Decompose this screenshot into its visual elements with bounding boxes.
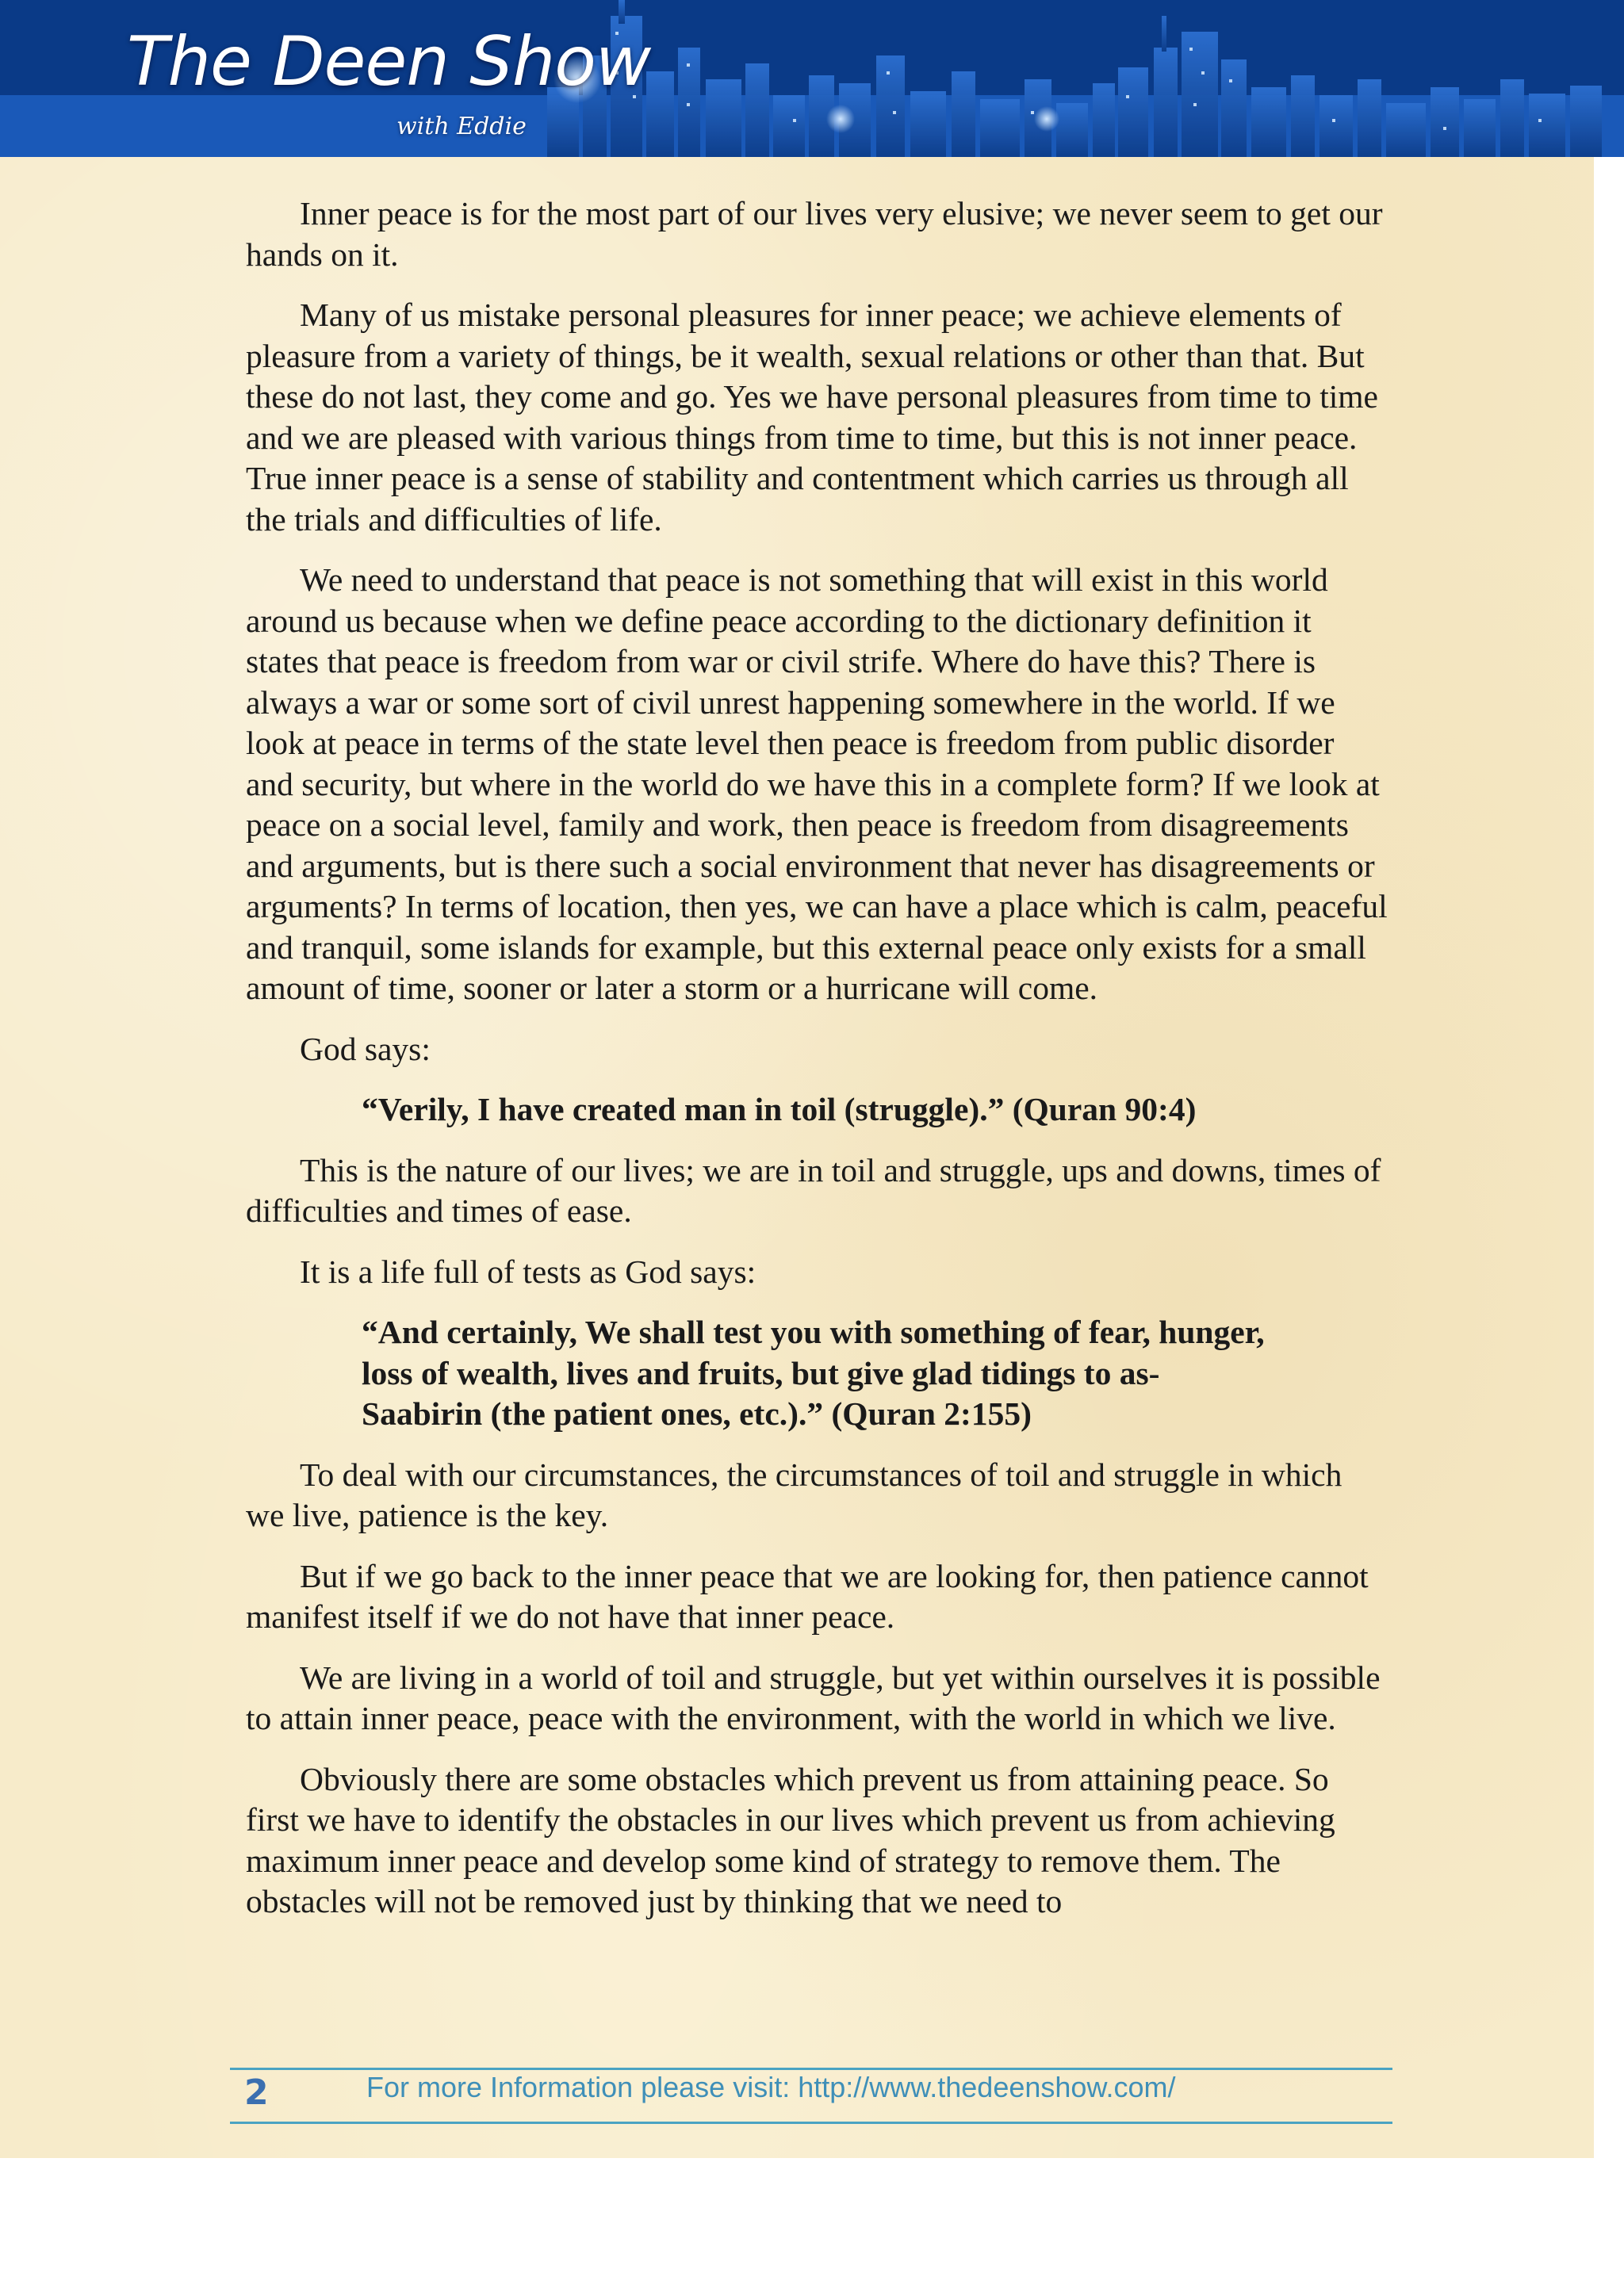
article-body [246,193,1388,1942]
paragraph: God says: [300,1030,431,1067]
footer-divider-top [230,2068,1392,2070]
paragraph: We are living in a world of toil and struggle, but yet within ourselves it is possible to attain inner peace, peace with the environment, with the world in which we live. [246,1659,1381,1736]
footer-divider-bottom [230,2122,1392,2124]
logo-title: The Deen Show [127,22,651,101]
paragraph: To deal with our circumstances, the circumstances of toil and struggle in which we live, patience is the key. [246,1456,1342,1533]
paragraph: This is the nature of our lives; we are in toil and struggle, ups and downs, times of difficulties and times of ease. [246,1151,1381,1229]
quran-quote: “And certainly, We shall test you with something of fear, hunger, loss of wealth, lives and fruits, but give glad tidings to as-Saabirin (the patient ones, etc.).” (Quran 2:155) [362,1314,1265,1432]
paragraph: We need to understand that peace is not something that will exist in this world around us because when we define peace according to the dictionary definition it states that peace is freedom from war or civil strife. Where do have this? There is always a war or some sort of civil unrest happening somewhere in the world. If we look at peace in terms of the state level then peace is freedom from public disorder and security, but where in the world do we have this in a complete form? If we look at peace on a social level, family and work, then peace is freedom from disagreements and arguments, but is there such a social environment that never has disagreements or arguments? In terms of location, then yes, we can have a place which is calm, peaceful and tranquil, some islands for example, but this external peace only exists for a small amount of time, sooner or later a storm or a hurricane will come. [246,561,1388,1006]
quran-quote: “Verily, I have created man in toil (struggle).” (Quran 90:4) [362,1091,1197,1127]
header-banner [0,0,1624,157]
paragraph: It is a life full of tests as God says: [300,1253,756,1290]
paragraph: Many of us mistake personal pleasures for inner peace; we achieve elements of pleasure from a variety of things, be it wealth, sexual relations or other than that. But these do not last, they come and go. Yes we have personal pleasures from time to time and we are pleased with various things from time to time, but this is not inner peace. True inner peace is a sense of stability and contentment which carries us through all the trials and difficulties of life. [246,297,1378,538]
logo-subtitle: with Eddie [396,113,527,140]
paragraph: Obviously there are some obstacles which prevent us from attaining peace. So first we have to identify the obstacles in our lives which prevent us from achieving maximum inner peace and develop some kind of strategy to remove them. The obstacles will not be removed just by thinking that we need to [246,1760,1335,1919]
paragraph: But if we go back to the inner peace that we are looking for, then patience cannot manifest itself if we do not have that inner peace. [246,1557,1369,1635]
page-number: 2 [244,2072,269,2113]
footer-website-link[interactable]: For more Information please visit: http://www.thedeenshow.com/ [366,2071,1176,2103]
paragraph: Inner peace is for the most part of our lives very elusive; we never seem to get our hands on it. [246,195,1383,273]
